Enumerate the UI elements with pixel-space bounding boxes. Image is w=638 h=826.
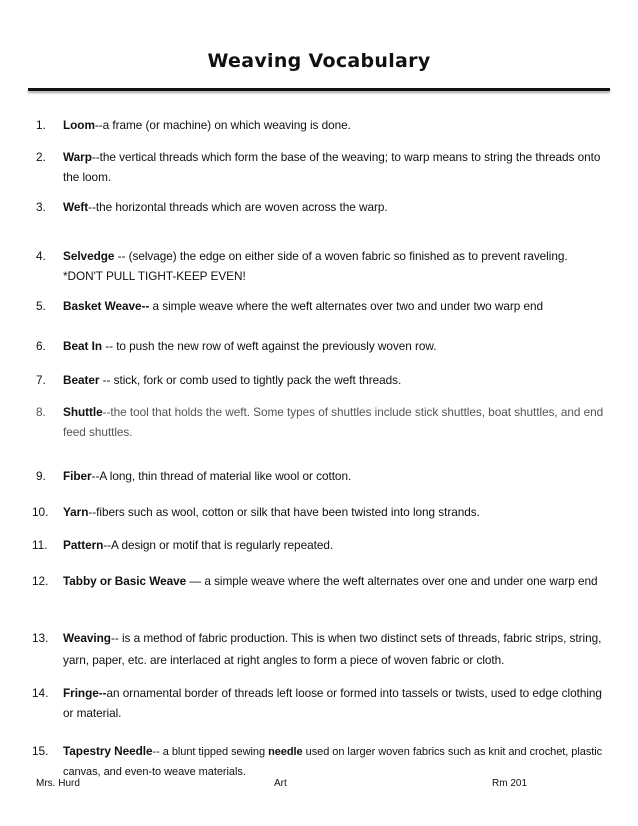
item-term: Tapestry Needle — [63, 744, 153, 758]
item-term: Beater — [63, 373, 100, 387]
footer-room: Rm 201 — [492, 778, 528, 789]
footer-subject: Art — [274, 778, 287, 789]
page-title: Weaving Vocabulary — [207, 50, 431, 72]
item-number: 9. — [36, 469, 46, 483]
item-definition: --fibers such as wool, cotton or silk that have been twisted into long strands. — [88, 505, 480, 519]
vocab-item-14 — [32, 683, 606, 723]
item-number: 15. — [32, 744, 49, 758]
item-term: Fringe-- — [63, 686, 107, 700]
item-definition: --a frame (or machine) on which weaving is done. — [94, 118, 351, 132]
item-term: Fiber — [63, 469, 92, 483]
item-number: 8. — [36, 405, 46, 419]
item-definition: --the tool that holds the weft. Some types of shuttles include stick shuttles, boat shuttles, and end feed shuttles. — [63, 405, 604, 439]
item-number: 2. — [36, 150, 46, 164]
item-definition: -- to push the new row of weft against the previously woven row. — [101, 339, 437, 353]
item-number: 5. — [36, 299, 46, 313]
item-number: 6. — [36, 339, 46, 353]
item-term: Tabby or Basic Weave — [63, 574, 187, 588]
item-number: 3. — [36, 200, 46, 214]
vocab-item-12 — [32, 571, 606, 591]
item-definition: a simple weave where the weft alternates over two and under two warp end — [149, 299, 544, 313]
item-term: Weaving — [63, 631, 111, 645]
vocab-item-6 — [36, 336, 606, 356]
item-definition: -- (selvage) the edge on either side of a woven fabric so finished as to prevent raveling. — [114, 249, 568, 263]
item-term: Yarn — [63, 505, 89, 519]
vocab-item-11 — [32, 535, 606, 555]
item-number: 1. — [36, 118, 46, 132]
item-term: Basket Weave-- — [63, 299, 150, 313]
vocab-item-9 — [36, 466, 606, 486]
item-definition-part-1: -- a blunt tipped sewing — [152, 746, 269, 758]
item-term: Shuttle — [63, 405, 103, 419]
item-number: 7. — [36, 373, 46, 387]
item-number: 12. — [32, 574, 49, 588]
item-number: 11. — [32, 538, 48, 552]
item-definition: --A design or motif that is regularly repeated. — [103, 538, 334, 552]
item-term: Selvedge — [63, 249, 115, 263]
vocab-item-8 — [36, 402, 606, 442]
item-term: Pattern — [63, 538, 104, 552]
item-number: 13. — [32, 631, 49, 645]
item-number: 14. — [32, 686, 49, 700]
vocab-item-7 — [36, 370, 606, 390]
item-definition: -- stick, fork or comb used to tightly pack the weft threads. — [99, 373, 402, 387]
item-note: *DON'T PULL TIGHT-KEEP EVEN! — [63, 269, 246, 283]
item-definition: --the vertical threads which form the base of the weaving; to warp means to string the threads onto the loom. — [63, 150, 601, 184]
vocab-item-3 — [36, 197, 606, 217]
item-definition: — a simple weave where the weft alternates over one and under one warp end — [186, 574, 598, 588]
item-definition-part-2: used on larger woven fabrics such as knit and crochet, plastic canvas, and even-to weave materials. — [63, 746, 603, 778]
vocab-item-15 — [32, 741, 606, 781]
item-definition: --A long, thin thread of material like wool or cotton. — [91, 469, 352, 483]
item-definition: -- is a method of fabric production. This is when two distinct sets of threads, fabric strips, string, yarn, paper, etc. are interlaced at right angles to form a piece of woven fabric or cloth. — [63, 631, 602, 667]
item-term: Loom — [63, 118, 95, 132]
vocab-item-10 — [32, 502, 606, 522]
title-underline — [28, 88, 610, 91]
item-term: Beat In — [63, 339, 102, 353]
vocab-item-2 — [36, 147, 606, 187]
item-definition: an ornamental border of threads left loose or formed into tassels or twists, used to edge clothing or material. — [63, 686, 602, 720]
vocab-item-5 — [36, 296, 606, 316]
vocab-item-1 — [36, 115, 606, 135]
vocab-item-13 — [32, 627, 606, 671]
item-definition: --the horizontal threads which are woven across the warp. — [88, 200, 388, 214]
item-number: 4. — [36, 249, 46, 263]
item-term: Warp — [63, 150, 92, 164]
footer-teacher: Mrs. Hurd — [36, 778, 80, 789]
item-term: Weft — [63, 200, 89, 214]
item-number: 10. — [32, 505, 49, 519]
vocab-item-4 — [36, 246, 606, 286]
item-definition-bold-word: needle — [268, 746, 303, 758]
